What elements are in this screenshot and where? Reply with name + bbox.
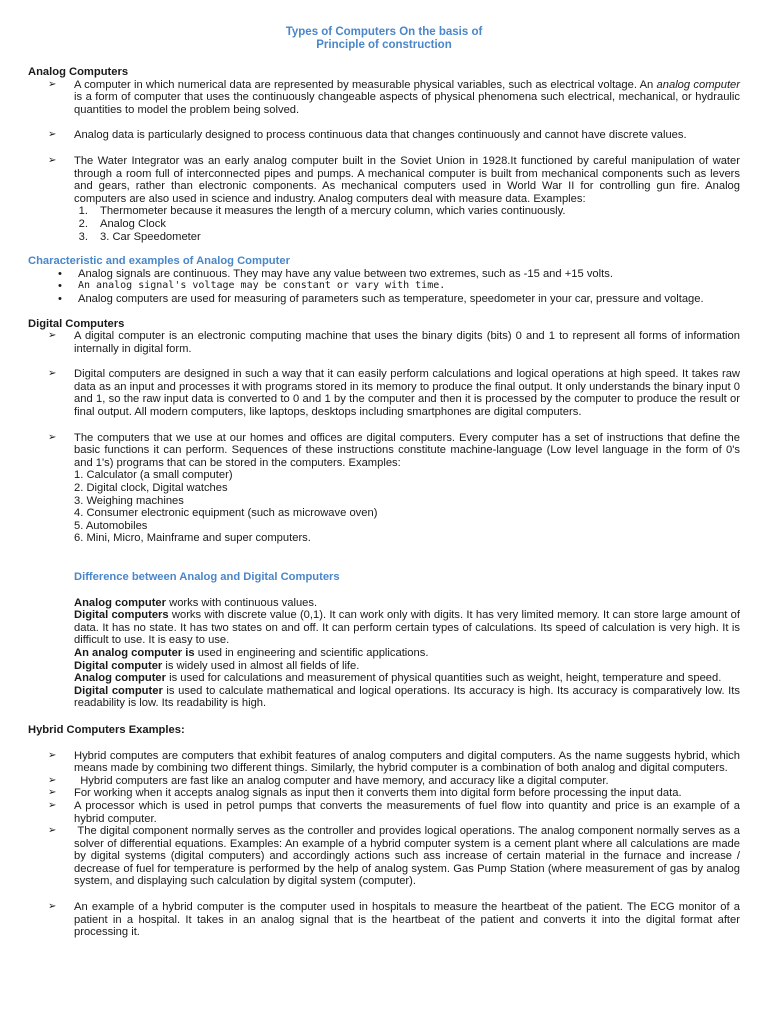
analog-point-1: ➢ A computer in which numerical data are represented by measurable physical variables, such as electrical voltage. An analog computer is a form of computer that uses the continuously changeable aspects of physical phenomena such electrical, mechanical, or hydraulic quantities to model the problem being solved. bbox=[28, 79, 740, 117]
arrow-bullet-icon: ➢ bbox=[48, 129, 57, 141]
hybrid-point: ➢ The digital component normally serves as the controller and provides logical operations. The analog component normally serves as a solver of differential equations. Examples: An example of a hybrid computer system is a cement plant where all calculations are made by digital systems (digital computers) and accordingly actions such ass increase of certain material in the furnace and increase / decrease of fuel for temperature is performed by the help of analog system. Gas Pump Station (where measurement of gas by analog system, and displaying such calculation by digital system (computer). bbox=[28, 825, 740, 888]
hybrid-point: ➢ Hybrid computers are fast like an analog computer and have memory, and accuracy like a digital computer. bbox=[28, 775, 740, 788]
characteristic-item: • An analog signal's voltage may be constant or vary with time. bbox=[28, 280, 740, 293]
difference-line: Analog computer is used for calculations and measurement of physical quantities such as weight, height, temperature and speed. bbox=[74, 672, 722, 685]
difference-line: Analog computer works with continuous values. bbox=[74, 596, 318, 609]
arrow-bullet-icon: ➢ bbox=[48, 330, 57, 342]
characteristics-heading: Characteristic and examples of Analog Computer bbox=[28, 255, 290, 268]
characteristic-item: • Analog computers are used for measuring of parameters such as temperature, speedometer in your car, pressure and voltage. bbox=[28, 293, 740, 306]
digital-example: 2. Digital clock, Digital watches bbox=[74, 482, 228, 495]
bullet-dot-icon: • bbox=[58, 280, 62, 293]
arrow-bullet-icon: ➢ bbox=[48, 787, 57, 799]
digital-point-2: ➢ Digital computers are designed in such a way that it can easily perform calculations and logical operations at high speed. It takes raw data as an input and processes it with programs stored in its memory to produce the final output. It only understands the binary input 0 and 1, so the raw input data is converted to 0 and 1 by the computer and then it is processed by the computer to produce the result or final output. All modern computers, like laptops, desktops including smartphones are digital computers. bbox=[28, 368, 740, 418]
doc-title-line1: Types of Computers On the basis of bbox=[285, 26, 483, 38]
analog-example-2: 2. Analog Clock bbox=[78, 217, 166, 230]
difference-line: Digital computer is used to calculate mathematical and logical operations. Its accuracy is high. Its accuracy is comparatively low. Its readability is low. Its readability is high. bbox=[74, 684, 740, 710]
hybrid-point: ➢ For working when it accepts analog signals as input then it converts them into digital form before processing the input data. bbox=[28, 787, 740, 800]
digital-example: 6. Mini, Micro, Mainframe and super computers. bbox=[74, 532, 311, 545]
analog-example-1: 1. Thermometer because it measures the length of a mercury column, which varies continuously. bbox=[78, 205, 566, 218]
digital-point-3: ➢ The computers that we use at our homes and offices are digital computers. Every computer has a set of instructions that define the basic functions it can perform. Sequences of these instructions constitute machine-language (Low level language in the form of 0's and 1's) programs that can be stored in the computers. Examples: bbox=[28, 432, 740, 470]
difference-line: Digital computer is widely used in almost all fields of life. bbox=[74, 659, 360, 672]
difference-heading: Difference between Analog and Digital Computers bbox=[74, 571, 340, 583]
hybrid-heading: Hybrid Computers Examples: bbox=[28, 723, 185, 736]
arrow-bullet-icon: ➢ bbox=[48, 749, 57, 761]
analog-example-3: 3. 3. Car Speedometer bbox=[78, 230, 201, 243]
hybrid-point: ➢ Hybrid computes are computers that exhibit features of analog computers and digital computers. As the name suggests hybrid, which means made by combining two different things. Similarly, the hybrid computer is a combination of both analog and digital computers. bbox=[28, 750, 740, 775]
bullet-dot-icon: • bbox=[58, 267, 62, 280]
characteristic-item: • Analog signals are continuous. They may have any value between two extremes, such as -15 and +15 volts. bbox=[28, 268, 740, 281]
hybrid-point-last: ➢ An example of a hybrid computer is the computer used in hospitals to measure the heartbeat of the patient. The ECG monitor of a patient in a hospital. It takes in an analog signal that is the heartbeat of the patient and converts it into the digital format after processing it. bbox=[28, 901, 740, 939]
doc-title-line2: Principle of construction bbox=[316, 39, 452, 51]
digital-example: 3. Weighing machines bbox=[74, 494, 184, 507]
digital-example: 5. Automobiles bbox=[74, 519, 148, 532]
hybrid-point: ➢ A processor which is used in petrol pumps that converts the measurements of fuel flow into quantity and price is an example of a hybrid computer. bbox=[28, 800, 740, 825]
analog-heading: Analog Computers bbox=[28, 66, 129, 78]
arrow-bullet-icon: ➢ bbox=[48, 774, 57, 786]
digital-heading: Digital Computers bbox=[28, 317, 125, 330]
difference-line: Digital computers works with discrete value (0,1). It can work only with digits. It has very limited memory. It can store large amount of data. It has no state. It has two states on and off. It can perform certain types of calculations. Its speed of calculation is very high. It is difficult to use. It is easy to use. bbox=[74, 609, 740, 647]
digital-example: 4. Consumer electronic equipment (such as microwave oven) bbox=[74, 507, 378, 520]
difference-line: An analog computer is used in engineering and scientific applications. bbox=[74, 646, 429, 659]
arrow-bullet-icon: ➢ bbox=[48, 154, 57, 166]
arrow-bullet-icon: ➢ bbox=[48, 799, 57, 811]
arrow-bullet-icon: ➢ bbox=[48, 825, 57, 837]
analog-point-2: ➢ Analog data is particularly designed to process continuous data that changes continuously and cannot have discrete values. bbox=[28, 129, 740, 142]
digital-example: 1. Calculator (a small computer) bbox=[74, 469, 233, 482]
digital-point-1: ➢ A digital computer is an electronic computing machine that uses the binary digits (bits) 0 and 1 to represent all forms of information internally in digital form. bbox=[28, 330, 740, 355]
arrow-bullet-icon: ➢ bbox=[48, 78, 57, 90]
bullet-dot-icon: • bbox=[58, 292, 62, 305]
arrow-bullet-icon: ➢ bbox=[48, 901, 57, 913]
arrow-bullet-icon: ➢ bbox=[48, 368, 57, 380]
analog-point-3: ➢ The Water Integrator was an early analog computer built in the Soviet Union in 1928.It functioned by careful manipulation of water through a room full of interconnected pipes and pumps. A mechanical computer is built from mechanical components such as levers and gears, rather than electronic components. As mechanical computers used in World War II for controlling gun fire. Analog computers are also used in science and industry. Analog computers deal with measure data. Examples: bbox=[28, 155, 740, 205]
arrow-bullet-icon: ➢ bbox=[48, 431, 57, 443]
